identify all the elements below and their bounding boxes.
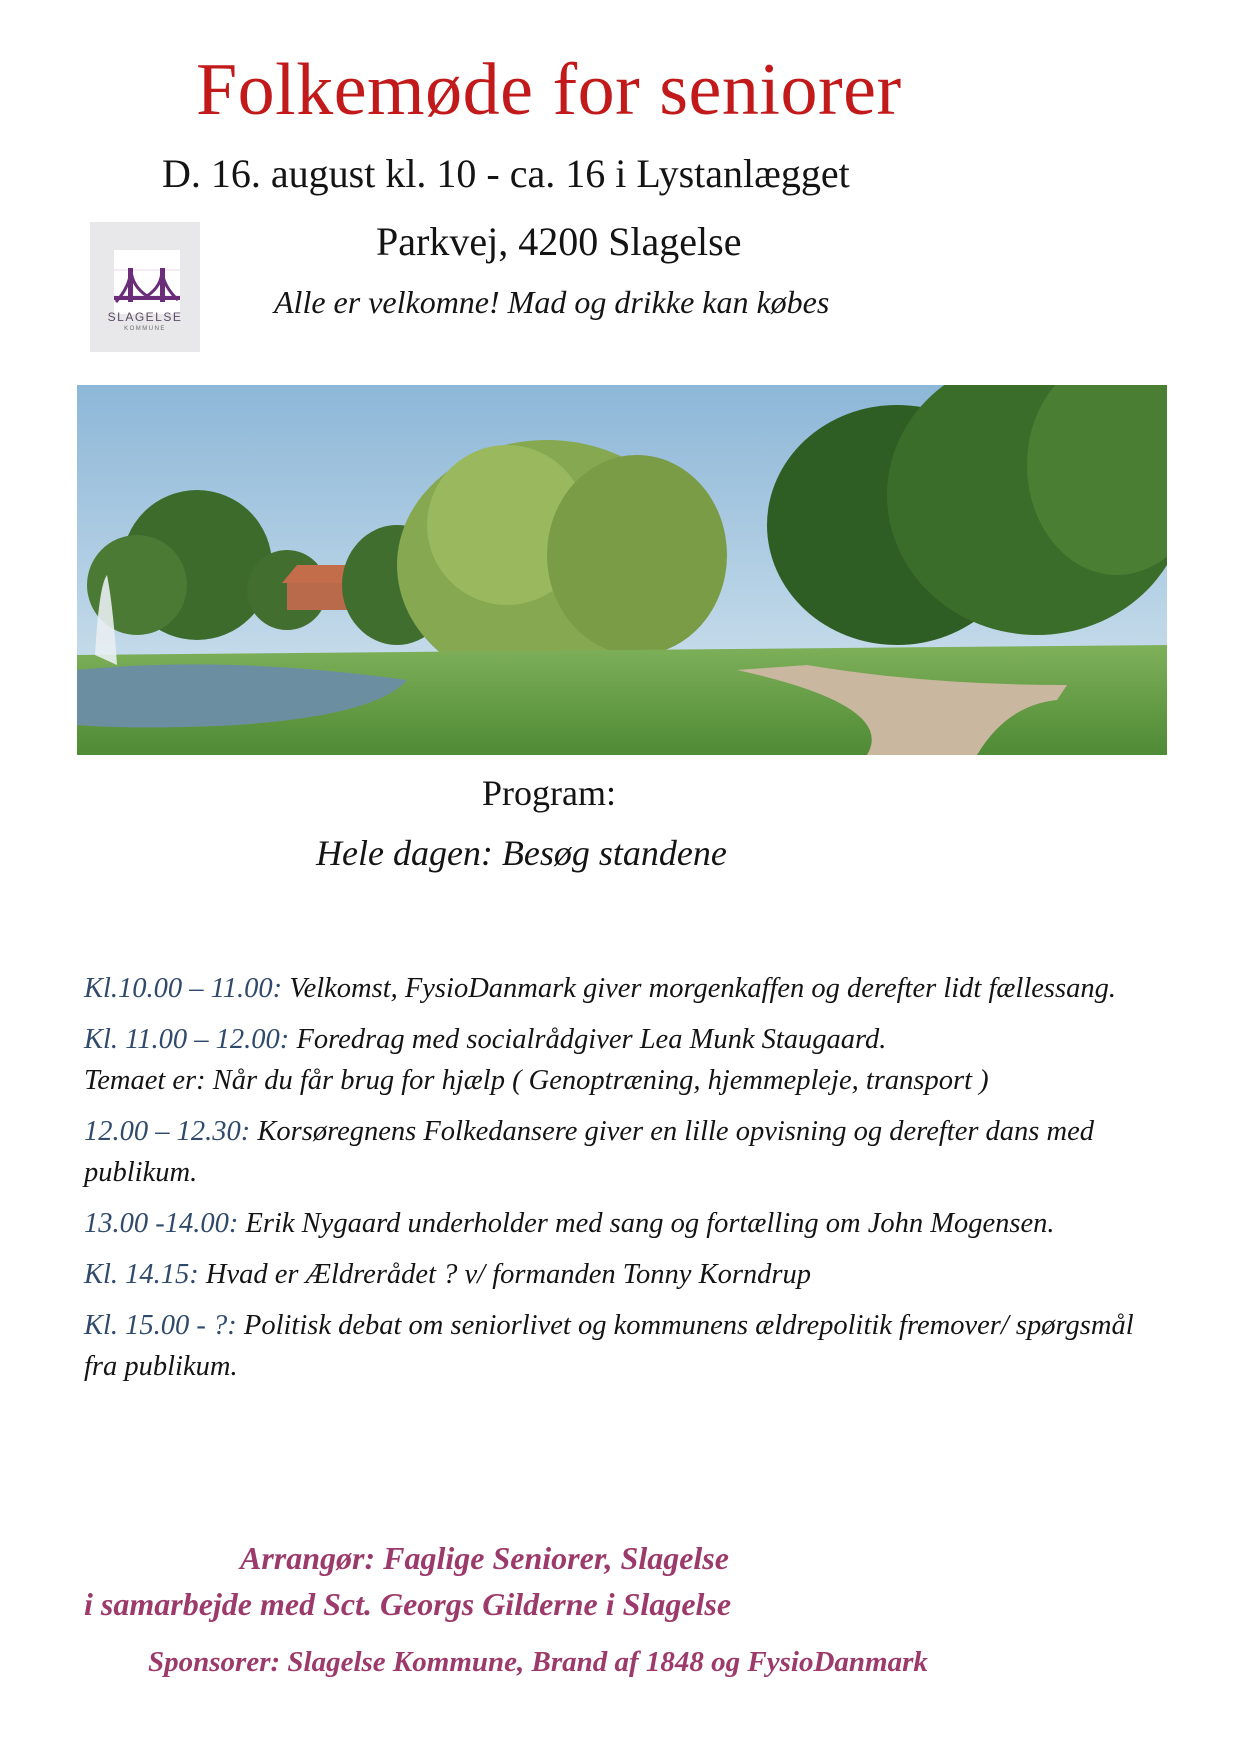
all-day-note: Hele dagen: Besøg standene (316, 833, 727, 873)
schedule-item (84, 1111, 1164, 1193)
schedule-text-theme: Temaet er: Når du får brug for hjælp ( Genoptræning, hjemmepleje, transport ) (84, 1065, 989, 1096)
slagelse-kommune-logo (90, 222, 200, 352)
schedule-item (84, 1203, 1164, 1244)
schedule-item (84, 1254, 1164, 1295)
schedule-time: 12.00 – 12.30: (84, 1116, 251, 1147)
schedule-item (84, 1305, 1164, 1387)
schedule-time: Kl.10.00 – 11.00: (84, 973, 283, 1004)
page-title: Folkemøde for seniorer (196, 49, 902, 131)
schedule-item (84, 968, 1164, 1009)
schedule-item (84, 1019, 1164, 1101)
logo-name: SLAGELSE (107, 310, 183, 324)
event-address: Parkvej, 4200 Slagelse (376, 219, 742, 264)
logo-sub: KOMMUNE (124, 326, 166, 332)
event-date-line: D. 16. august kl. 10 - ca. 16 i Lystanlægget (162, 151, 850, 196)
sponsors-line: Sponsorer: Slagelse Kommune, Brand af 1848 og FysioDanmark (148, 1646, 928, 1678)
schedule-time: Kl. 15.00 - ?: (84, 1310, 237, 1341)
logo-bridge-icon (114, 250, 180, 314)
program-heading: Program: (482, 773, 616, 813)
program-schedule (84, 968, 1164, 1397)
organizer-partner-line: i samarbejde med Sct. Georgs Gilderne i Slagelse (84, 1586, 732, 1622)
schedule-text: Foredrag med socialrådgiver Lea Munk Staugaard. (296, 1024, 887, 1055)
welcome-note: Alle er velkomne! Mad og drikke kan købes (274, 284, 830, 320)
schedule-time: Kl. 14.15: (84, 1259, 199, 1290)
schedule-text: Politisk debat om seniorlivet og kommunens ældrepolitik fremover/ spørgsmål fra publikum. (84, 1310, 1134, 1382)
schedule-time: 13.00 -14.00: (84, 1208, 239, 1239)
organizer-line: Arrangør: Faglige Seniorer, Slagelse (240, 1540, 729, 1576)
schedule-text: Korsøregnens Folkedansere giver en lille opvisning og derefter dans med publikum. (84, 1116, 1095, 1188)
schedule-text: Velkomst, FysioDanmark giver morgenkaffen og derefter lidt fællessang. (289, 973, 1116, 1004)
schedule-text: Erik Nygaard underholder med sang og fortælling om John Mogensen. (245, 1208, 1055, 1239)
schedule-time: Kl. 11.00 – 12.00: (84, 1024, 290, 1055)
schedule-text: Hvad er Ældrerådet ? v/ formanden Tonny Korndrup (205, 1259, 812, 1290)
park-photo (77, 385, 1167, 755)
